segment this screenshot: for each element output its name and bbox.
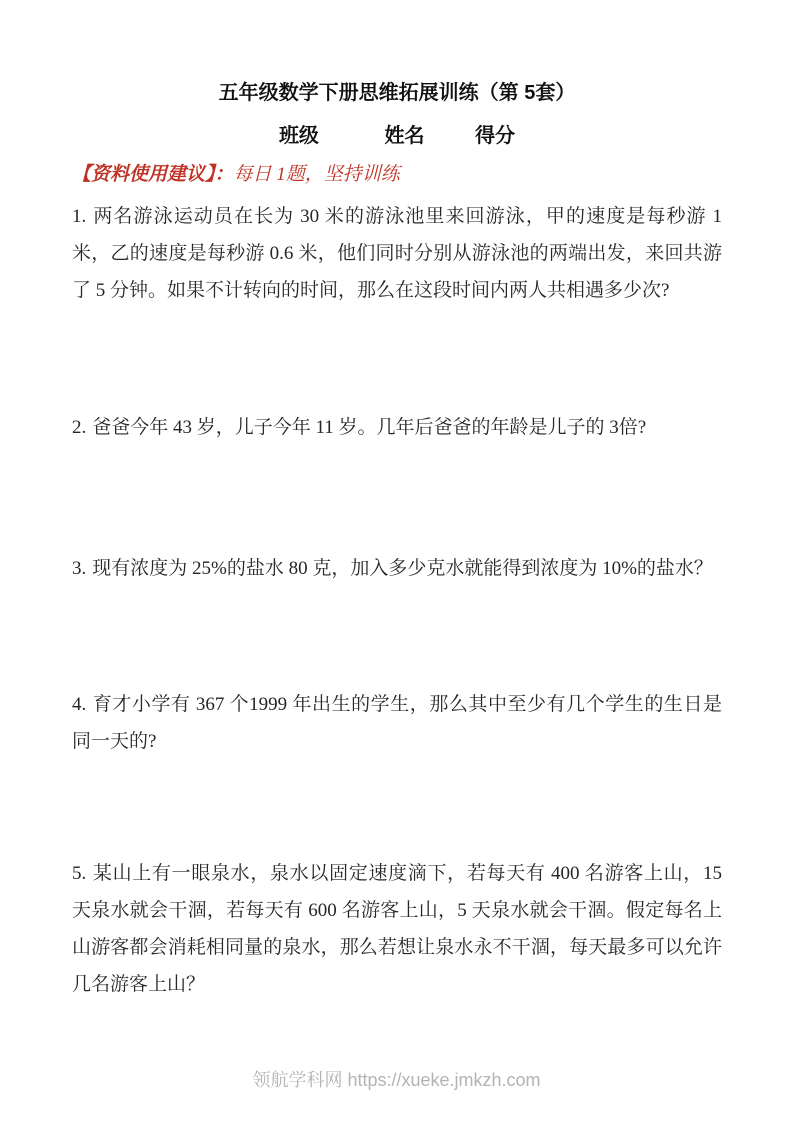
question-3-text: 现有浓度为 25%的盐水 80 克，加入多少克水就能得到浓度为 10%的盐水？ bbox=[92, 558, 713, 579]
name-field-label: 姓名 bbox=[384, 125, 425, 147]
score-field-label: 得分 bbox=[475, 125, 516, 147]
question-5 bbox=[72, 855, 722, 1003]
question-5-text: 某山上有一眼泉水，泉水以固定速度滴下，若每天有 400 名游客上山，15 天泉水就会干涸，若每天有 600 名游客上山，5 天泉水就会干涸。假定每名上山游客都会消耗相同量的泉水，那么若想让泉水永不干涸，每天最多可以允许几名游客上山？ bbox=[72, 863, 722, 995]
class-field-label: 班级 bbox=[278, 125, 319, 147]
footer-watermark: 领航学科网 https://xueke.jmkzh.com bbox=[252, 1070, 541, 1090]
question-4-number: 4. bbox=[72, 694, 87, 715]
question-3 bbox=[72, 550, 722, 587]
usage-suggestion-label: 【资料使用建议】： bbox=[72, 164, 234, 185]
question-4-text: 育才小学有 367 个1999 年出生的学生，那么其中至少有几个学生的生日是同一天的? bbox=[72, 694, 722, 752]
question-1-number: 1. bbox=[72, 206, 87, 227]
question-5-number: 5. bbox=[72, 863, 87, 884]
question-2-number: 2. bbox=[72, 417, 87, 438]
header-fields bbox=[72, 123, 722, 149]
usage-suggestion-text: 每日 1题，坚持训练 bbox=[233, 164, 400, 185]
question-1 bbox=[72, 198, 722, 309]
question-3-number: 3. bbox=[72, 558, 87, 579]
question-2 bbox=[72, 409, 722, 446]
question-4 bbox=[72, 686, 722, 760]
question-1-text: 两名游泳运动员在长为 30 米的游泳池里来回游泳，甲的速度是每秒游 1米，乙的速度是每秒游 0.6 米，他们同时分别从游泳池的两端出发，来回共游了 5 分钟。如果不计转向的时间，那么在这段时间内两人共相遇多少次? bbox=[72, 206, 722, 301]
usage-suggestion bbox=[72, 162, 722, 188]
page-title: 五年级数学下册思维拓展训练（第 5套） bbox=[218, 82, 576, 104]
question-2-text: 爸爸今年 43 岁，儿子今年 11 岁。几年后爸爸的年龄是儿子的 3倍? bbox=[92, 417, 647, 438]
